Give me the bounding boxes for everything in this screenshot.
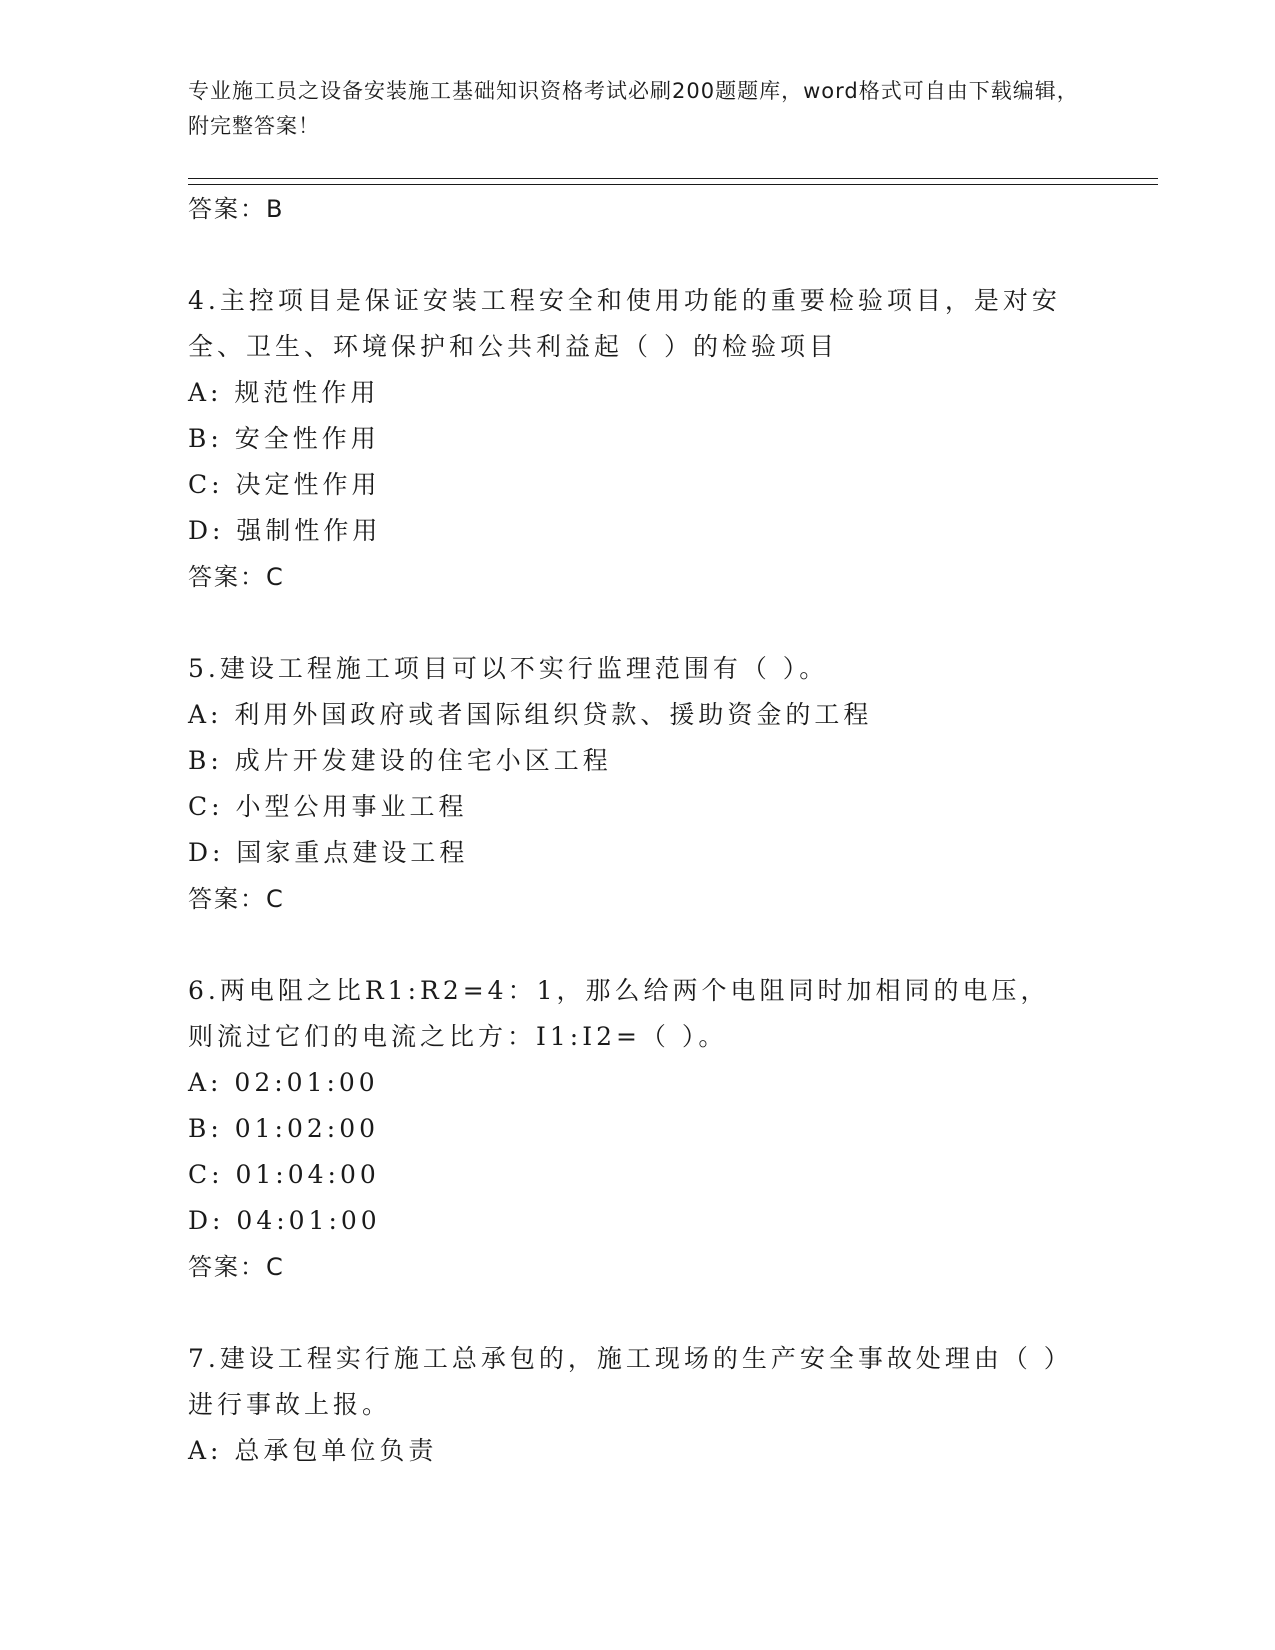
question-stem: 4.主控项目是保证安装工程安全和使用功能的重要检验项目，是对安全、卫生、环境保护和公共利益起（ ）的检验项目 bbox=[188, 286, 1061, 361]
spacer bbox=[188, 232, 1158, 278]
option-a: A: 总承包单位负责 bbox=[188, 1436, 438, 1465]
spacer bbox=[188, 1290, 1158, 1336]
option-a: A: 02:01:00 bbox=[188, 1068, 379, 1097]
question-stem: 7.建设工程实行施工总承包的，施工现场的生产安全事故处理由（ ）进行事故上报。 bbox=[188, 1344, 1061, 1419]
spacer bbox=[188, 922, 1158, 968]
header-divider-bottom bbox=[188, 184, 1158, 185]
header-divider-top bbox=[188, 178, 1158, 179]
question-list bbox=[188, 186, 1158, 1474]
answer-line: 答案：C bbox=[188, 563, 285, 591]
answer-line: 答案：B bbox=[188, 195, 285, 223]
question-stem: 6.两电阻之比R1:R2=4：1，那么给两个电阻同时加相同的电压，则流过它们的电流之比方：I1:I2=（ ）。 bbox=[188, 976, 1050, 1051]
option-a: A: 规范性作用 bbox=[188, 378, 380, 407]
question-block bbox=[188, 646, 1158, 922]
option-a: A: 利用外国政府或者国际组织贷款、援助资金的工程 bbox=[188, 700, 873, 729]
option-b: B: 安全性作用 bbox=[188, 424, 380, 453]
option-d: D: 强制性作用 bbox=[188, 516, 382, 545]
question-block bbox=[188, 968, 1158, 1290]
document-header: 专业施工员之设备安装施工基础知识资格考试必刷200题题库，word格式可自由下载编辑，附完整答案！ bbox=[188, 79, 1079, 138]
document-page bbox=[188, 0, 1158, 1650]
option-b: B: 01:02:00 bbox=[188, 1114, 380, 1143]
option-c: C: 小型公用事业工程 bbox=[188, 792, 468, 821]
spacer bbox=[188, 600, 1158, 646]
option-d: D: 国家重点建设工程 bbox=[188, 838, 469, 867]
option-c: C: 决定性作用 bbox=[188, 470, 381, 499]
answer-line: 答案：C bbox=[188, 1253, 285, 1281]
answer-line: 答案：C bbox=[188, 885, 285, 913]
question-block bbox=[188, 1336, 1158, 1474]
option-c: C: 01:04:00 bbox=[188, 1160, 380, 1189]
question-stem: 5.建设工程施工项目可以不实行监理范围有（ ）。 bbox=[188, 654, 829, 683]
question-block bbox=[188, 278, 1158, 600]
option-b: B: 成片开发建设的住宅小区工程 bbox=[188, 746, 612, 775]
option-d: D: 04:01:00 bbox=[188, 1206, 381, 1235]
